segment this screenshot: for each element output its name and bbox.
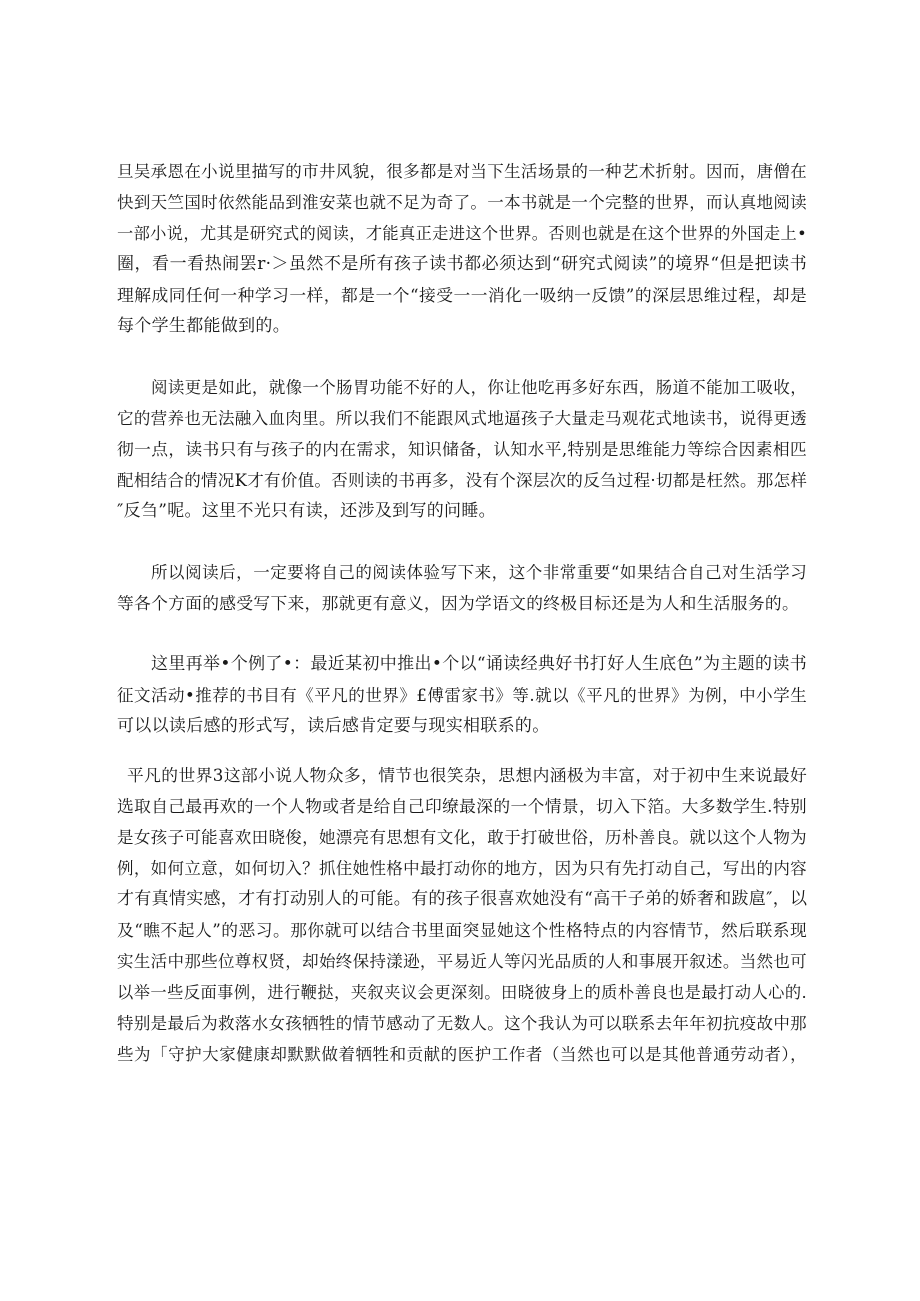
- text-line: 实生活中那些位尊权贤，却始终保持漾逊，平易近人等闪光品质的人和事展开叙述。当然也可: [117, 952, 807, 971]
- text-line: 圈，看一看热闹罢r·＞虽然不是所有孩子读书都必须达到“研究式阅读”的境界“但是把读书: [117, 254, 807, 274]
- text-line: 例，如何立意，如何切入？抓住她性格中最打动你的地方，因为只有先打动自己，写出的内容: [117, 859, 807, 878]
- text-line: 每个学生都能做到的。: [117, 316, 290, 336]
- text-line: 阅读更是如此，就像一个肠胃功能不好的人，你让他吃再多好东西，肠道不能加工吸收，: [151, 378, 807, 397]
- text-line: 它的营养也无法融入血肉里。所以我们不能跟风式地逼孩子大量走马观花式地读书，说得更透: [117, 409, 807, 428]
- text-line: 配相结合的情况K才有价值。否则读的书再多，没有个深层次的反刍过程·切都是枉然。那怎样: [117, 471, 808, 490]
- paragraph-spacer: [117, 619, 807, 649]
- paragraph-5: [117, 760, 807, 1070]
- text-line: 征文活动•推荐的书目有《平凡的世界》£傅雷家书》等.就以《平凡的世界》为例，中小学生: [117, 686, 807, 705]
- text-line: 彻一点，读书只有与孩子的内在需求，知识储备，认知水平,特别是思维能力等综合因素相匹: [117, 439, 807, 459]
- paragraph-spacer: [117, 527, 807, 557]
- text-line: 以举一些反面事例，进行鞭挞，夹叙夹议会更深刻。田晓彼身上的质朴善良也是最打动人心的.: [117, 983, 807, 1002]
- text-line: 快到天竺国时依然能品到淮安菜也就不足为奇了。一本书就是一个完整的世界，而认真地阅读: [117, 193, 807, 212]
- paragraph-spacer: [117, 342, 807, 372]
- document-body: [117, 156, 807, 1070]
- text-line: 才有真情实感，才有打动别人的可能。有的孩子很喜欢她没有“高干子弟的娇奢和跋扈″，以: [117, 889, 808, 909]
- text-line: 平凡的世界3这部小说人物众多，情节也很笑杂，思想内涵极为丰富，对于初中生来说最好: [127, 765, 807, 785]
- text-line: 是女孩子可能喜欢田晓俊，她漂亮有思想有文化，敢于打破世俗，历朴善良。就以这个人物为: [117, 828, 807, 847]
- paragraph-2: [117, 372, 807, 527]
- text-line: 及“瞧不起人”的恶习。那你就可以结合书里面突显她这个性格特点的内容情节，然后联系现: [117, 920, 807, 940]
- text-line: 等各个方面的感受写下来，那就更有意义，因为学语文的终极目标还是为人和生活服务的。: [117, 593, 800, 613]
- paragraph-spacer: [117, 742, 807, 760]
- text-line: 些为「守护大家健康却默默做着牺牲和贡献的医护工作者（当然也可以是其他普通劳动者），: [117, 1045, 807, 1064]
- text-line: 这里再举•个例了•：最近某初中推出•个以“诵读经典好书打好人生底色”为主题的读书: [151, 654, 807, 674]
- text-line: 理解成同任何一种学习一样，都是一个“接受一一消化一吸纳一反馈”的深层思维过程，却是: [117, 285, 807, 305]
- paragraph-3: [117, 557, 807, 619]
- paragraph-1: [117, 156, 807, 342]
- text-line: 一部小说，尤其是研究式的阅读，才能真正走进这个世界。否则也就是在这个世界的外国走上•: [117, 224, 807, 243]
- text-line: 特别是最后为救落水女孩牺牲的情节感动了无数人。这个我认为可以联系去年年初抗疫故中那: [117, 1014, 807, 1033]
- text-line: 旦吴承恩在小说里描写的市井风貌，很多都是对当下生活场景的一种艺术折射。因而，唐僧在: [117, 162, 807, 181]
- text-line: ″反刍”呢。这里不光只有读，还涉及到写的问睡。: [117, 501, 496, 521]
- paragraph-4: [117, 649, 807, 742]
- text-line: 选取自己最再欢的一个人物或者是给自己印缭最深的一个情景，切入下箔。大多数学生.特别: [117, 796, 807, 816]
- text-line: 所以阅读后，一定要将自己的阅读体验写下来，这个非常重要“如果结合自己对生活学习: [151, 563, 807, 582]
- text-line: 可以以读后感的形式写，读后感肯定要与现实相联系的。: [117, 716, 550, 736]
